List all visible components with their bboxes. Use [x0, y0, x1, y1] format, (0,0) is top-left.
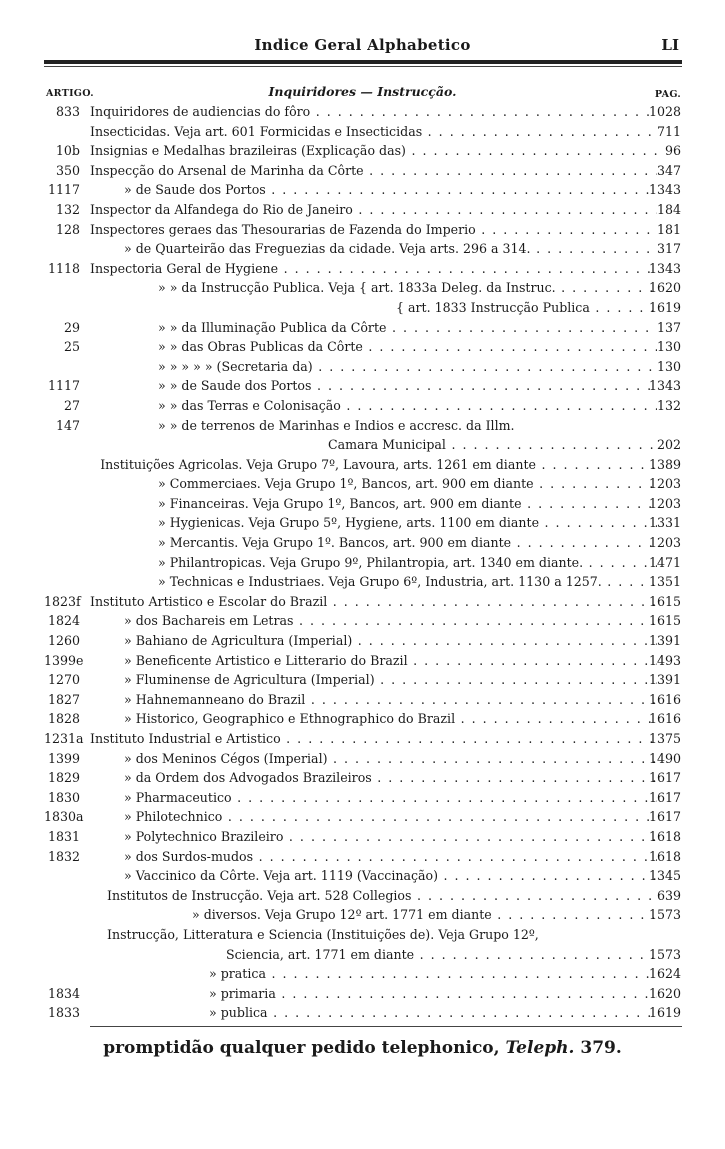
entry-page-number: 1620 — [648, 985, 681, 1001]
entry-page-number: 1617 — [648, 789, 681, 805]
entry-text: » Bahiano de Agricultura (Imperial) . . . — [124, 631, 657, 651]
entry-article-number: 128 — [55, 221, 80, 237]
header-rule-thin — [44, 66, 682, 67]
entry-text: » de Saude dos Portos . . . — [124, 180, 657, 200]
entry-text: Inspecção do Arsenal de Marinha da Côrte . . . — [90, 161, 657, 181]
entry-page-number: 1203 — [648, 476, 681, 492]
entry-page-number: 1389 — [648, 456, 681, 472]
entry-page-number: 1616 — [648, 711, 681, 727]
entry-text: Instituições Agricolas. Veja Grupo 7º, Lavoura, arts. 1261 em diante . . . — [100, 455, 657, 475]
entry-page-number: 1617 — [648, 770, 681, 786]
entry-page-number: 1375 — [648, 731, 681, 746]
entry-text: » » da Illuminação Publica da Côrte . . . — [158, 318, 657, 338]
index-entry — [0, 220, 725, 240]
index-entry — [0, 572, 725, 592]
entry-text: » Commerciaes. Veja Grupo 1º, Bancos, art. 900 em diante . . . — [158, 474, 657, 494]
index-entry — [0, 964, 725, 984]
entry-page-number: 1619 — [648, 1005, 681, 1021]
entry-page-number: 137 — [656, 319, 681, 335]
entry-page-number: 639 — [656, 887, 681, 903]
entry-text: Instrucção, Litteratura e Sciencia (Instituições de). Veja Grupo 12º, — [107, 926, 539, 942]
index-entry — [0, 729, 725, 749]
entry-article-number: 1117 — [47, 378, 80, 394]
entry-text: » » da Instrucção Publica. Veja { art. 1833a Deleg. da Instruc. . . . — [158, 278, 657, 298]
entry-article-number: 1399 — [47, 750, 80, 766]
index-entry — [0, 788, 725, 808]
index-entry — [0, 259, 725, 279]
entry-text: » Historico, Geographico e Ethnographico do Brazil . . . — [124, 709, 657, 729]
index-entry — [0, 396, 725, 416]
index-entry — [0, 925, 725, 945]
entry-text: Sciencia, art. 1771 em diante . . . — [226, 945, 657, 965]
entry-text: » Hahnemanneano do Brazil . . . — [124, 690, 657, 710]
footer-tel-number: 379. — [580, 1038, 622, 1058]
entry-article-number: 25 — [63, 339, 80, 355]
entry-text: » Vaccinico da Côrte. Veja art. 1119 (Vaccinação) . . . — [124, 866, 657, 886]
entry-text: Instituto Artistico e Escolar do Brazil . . . — [90, 592, 657, 612]
entry-text: » Beneficente Artistico e Litterario do Brazil . . . — [124, 651, 657, 671]
index-entry — [0, 631, 725, 651]
entry-page-number: 1616 — [648, 691, 681, 707]
entry-text: Camara Municipal . . . — [328, 435, 657, 455]
index-entry — [0, 239, 725, 259]
entry-page-number: 130 — [656, 358, 681, 374]
entry-article-number: 1260 — [47, 633, 80, 649]
index-entry — [0, 886, 725, 906]
entry-text: Instituto Industrial e Artistico . . . — [90, 729, 657, 749]
index-entry — [0, 749, 725, 769]
entry-page-number: 184 — [656, 201, 681, 217]
index-entry — [0, 768, 725, 788]
index-entry — [0, 905, 725, 925]
entry-text: Inquiridores de audiencias do fôro . . . — [90, 102, 657, 122]
entry-page-number: 1343 — [648, 260, 681, 276]
entry-page-number: 711 — [656, 123, 681, 139]
entry-page-number: 132 — [656, 397, 681, 413]
entry-page-number: 1391 — [648, 633, 681, 649]
entry-page-number: 202 — [656, 437, 681, 453]
entry-text: » » de terrenos de Marinhas e Indios e accresc. da Illm. — [158, 417, 515, 433]
entry-page-number: 1351 — [648, 574, 681, 590]
entry-article-number: 1823f — [44, 593, 81, 609]
footer-advert — [0, 1038, 725, 1058]
index-entry — [0, 494, 725, 514]
entry-page-number: 1203 — [648, 495, 681, 511]
entry-text: » Philantropicas. Veja Grupo 9º, Philantropia, art. 1340 em diante. . . . — [158, 553, 657, 573]
entry-article-number: 10b — [55, 143, 80, 159]
index-entry — [0, 200, 725, 220]
entry-article-number: 1829 — [47, 770, 80, 786]
entry-page-number: 1343 — [648, 378, 681, 394]
entry-article-number: 1831 — [47, 828, 80, 844]
index-entry — [0, 102, 725, 122]
entry-page-number: 1028 — [648, 104, 681, 119]
entry-page-number: 1490 — [648, 750, 681, 766]
entry-page-number: 1343 — [648, 182, 681, 198]
entry-text: » Technicas e Industriaes. Veja Grupo 6º, Industria, art. 1130 a 1257. . . . — [158, 572, 657, 592]
entry-text: Institutos de Instrucção. Veja art. 528 Collegios . . . — [107, 886, 657, 906]
index-entry — [0, 513, 725, 533]
index-entry — [0, 670, 725, 690]
index-entry — [0, 807, 725, 827]
entry-text: » da Ordem dos Advogados Brazileiros . . . — [124, 768, 657, 788]
index-entry — [0, 945, 725, 965]
entry-text: » Philotechnico . . . — [124, 807, 657, 827]
entry-page-number: 1620 — [648, 280, 681, 296]
index-entry — [0, 533, 725, 553]
index-entry — [0, 847, 725, 867]
entry-text: Inspectoria Geral de Hygiene . . . — [90, 259, 657, 279]
index-entry — [0, 866, 725, 886]
index-entry — [0, 318, 725, 338]
entry-page-number: 96 — [664, 143, 681, 159]
entry-text: » pratica . . . — [209, 964, 657, 984]
entry-text: » primaria . . . — [209, 984, 657, 1004]
page-title: Indice Geral Alphabetico — [254, 36, 471, 54]
entry-text: » de Quarteirão das Freguezias da cidade. Veja arts. 296 a 314. . . . — [124, 239, 657, 259]
entry-text: { art. 1833 Instrucção Publica . . . — [396, 298, 657, 318]
entry-article-number: 1270 — [47, 672, 80, 688]
entry-text: » » » » » (Secretaria da) . . . — [158, 357, 657, 377]
entry-page-number: 1615 — [648, 593, 681, 609]
entry-text: » dos Surdos-mudos . . . — [124, 847, 657, 867]
entry-page-number: 1618 — [648, 828, 681, 844]
index-entry — [0, 1003, 725, 1023]
entry-page-number: 1345 — [648, 868, 681, 884]
column-header — [0, 84, 725, 100]
index-entry — [0, 611, 725, 631]
entry-text: » » das Terras e Colonisação . . . — [158, 396, 657, 416]
entry-text: » Pharmaceutico . . . — [124, 788, 657, 808]
entry-article-number: 132 — [55, 201, 80, 217]
column-label-pag: PAG. — [654, 89, 681, 100]
entry-article-number: 1830 — [47, 789, 80, 805]
entry-page-number: 1493 — [648, 652, 681, 668]
index-entry — [0, 278, 725, 298]
index-entry — [0, 298, 725, 318]
entry-page-number: 1573 — [648, 946, 681, 962]
entry-text: » dos Meninos Cégos (Imperial) . . . — [124, 749, 657, 769]
entry-text: » Financeiras. Veja Grupo 1º, Bancos, art. 900 em diante . . . — [158, 494, 657, 514]
index-entry — [0, 357, 725, 377]
index-entry — [0, 474, 725, 494]
entry-text: » » de Saude dos Portos . . . — [158, 376, 657, 396]
entry-page-number: 1618 — [648, 848, 681, 864]
index-entry — [0, 141, 725, 161]
entry-text: » Mercantis. Veja Grupo 1º. Bancos, art. 900 em diante . . . — [158, 533, 657, 553]
entry-page-number: 1331 — [648, 515, 681, 531]
entry-text: » diversos. Veja Grupo 12º art. 1771 em diante . . . — [192, 905, 657, 925]
entry-page-number: 130 — [656, 339, 681, 355]
entry-page-number: 1471 — [648, 554, 681, 570]
entry-article-number: 1117 — [47, 182, 80, 198]
entry-article-number: 1824 — [47, 613, 80, 629]
index-entry — [0, 180, 725, 200]
entry-text: Inspectores geraes das Thesourarias de Fazenda do Imperio . . . — [90, 220, 657, 240]
index-entry — [0, 553, 725, 573]
entry-page-number: 1203 — [648, 535, 681, 551]
entry-article-number: 1830a — [44, 809, 84, 825]
entry-page-number: 1619 — [648, 299, 681, 315]
entry-page-number: 1615 — [648, 613, 681, 629]
entry-article-number: 29 — [63, 319, 80, 335]
entry-article-number: 27 — [63, 397, 80, 413]
index-entry — [0, 416, 725, 436]
index-entry — [0, 122, 725, 142]
entry-text: Insignias e Medalhas brazileiras (Explicação das) . . . — [90, 141, 657, 161]
entry-article-number: 1118 — [47, 260, 80, 276]
footer-tel-label: Teleph. — [505, 1038, 575, 1058]
entry-article-number: 1833 — [47, 1005, 80, 1021]
index-entry — [0, 435, 725, 455]
section-heading: Inquiridores — Instrucção. — [268, 84, 457, 99]
entry-page-number: 1624 — [648, 966, 681, 982]
index-entry — [0, 651, 725, 671]
entry-article-number: 1828 — [47, 711, 80, 727]
entry-article-number: 1231a — [44, 731, 84, 746]
index-entry — [0, 161, 725, 181]
entry-article-number: 350 — [55, 162, 80, 178]
entry-article-number: 1834 — [47, 985, 80, 1001]
entry-page-number: 347 — [656, 162, 681, 178]
entry-text: Inspector da Alfandega do Rio de Janeiro . . . — [90, 200, 657, 220]
entry-text: Insecticidas. Veja art. 601 Formicidas e Insecticidas . . . — [90, 122, 657, 142]
index-entry — [0, 455, 725, 475]
entry-text: » dos Bachareis em Letras . . . — [124, 611, 657, 631]
index-entry — [0, 337, 725, 357]
entry-text: » Polytechnico Brazileiro . . . — [124, 827, 657, 847]
index-entry — [0, 592, 725, 612]
index-entry — [0, 709, 725, 729]
entry-text: » publica . . . — [209, 1003, 657, 1023]
entry-article-number: 1832 — [47, 848, 80, 864]
entry-page-number: 181 — [656, 221, 681, 237]
footer-rule — [90, 1026, 682, 1027]
index-entry — [0, 827, 725, 847]
page-number: LI — [661, 36, 679, 54]
entry-text: » Hygienicas. Veja Grupo 5º, Hygiene, arts. 1100 em diante . . . — [158, 513, 657, 533]
running-head — [0, 36, 725, 58]
column-label-artigo: ARTIGO. — [46, 88, 94, 99]
index-entry — [0, 984, 725, 1004]
entry-text: » Fluminense de Agricultura (Imperial) . . . — [124, 670, 657, 690]
entry-page-number: 317 — [656, 241, 681, 257]
entry-article-number: 1827 — [47, 691, 80, 707]
entry-text: » » das Obras Publicas da Côrte . . . — [158, 337, 657, 357]
header-rule — [44, 60, 682, 64]
entry-page-number: 1617 — [648, 809, 681, 825]
index-entry — [0, 690, 725, 710]
entry-page-number: 1573 — [648, 907, 681, 923]
index-list — [0, 102, 725, 1023]
index-entry — [0, 376, 725, 396]
entry-article-number: 833 — [55, 104, 80, 119]
entry-page-number: 1391 — [648, 672, 681, 688]
footer-text: promptidão qualquer pedido telephonico, — [103, 1038, 500, 1058]
entry-article-number: 147 — [55, 417, 80, 433]
entry-article-number: 1399e — [44, 652, 84, 668]
